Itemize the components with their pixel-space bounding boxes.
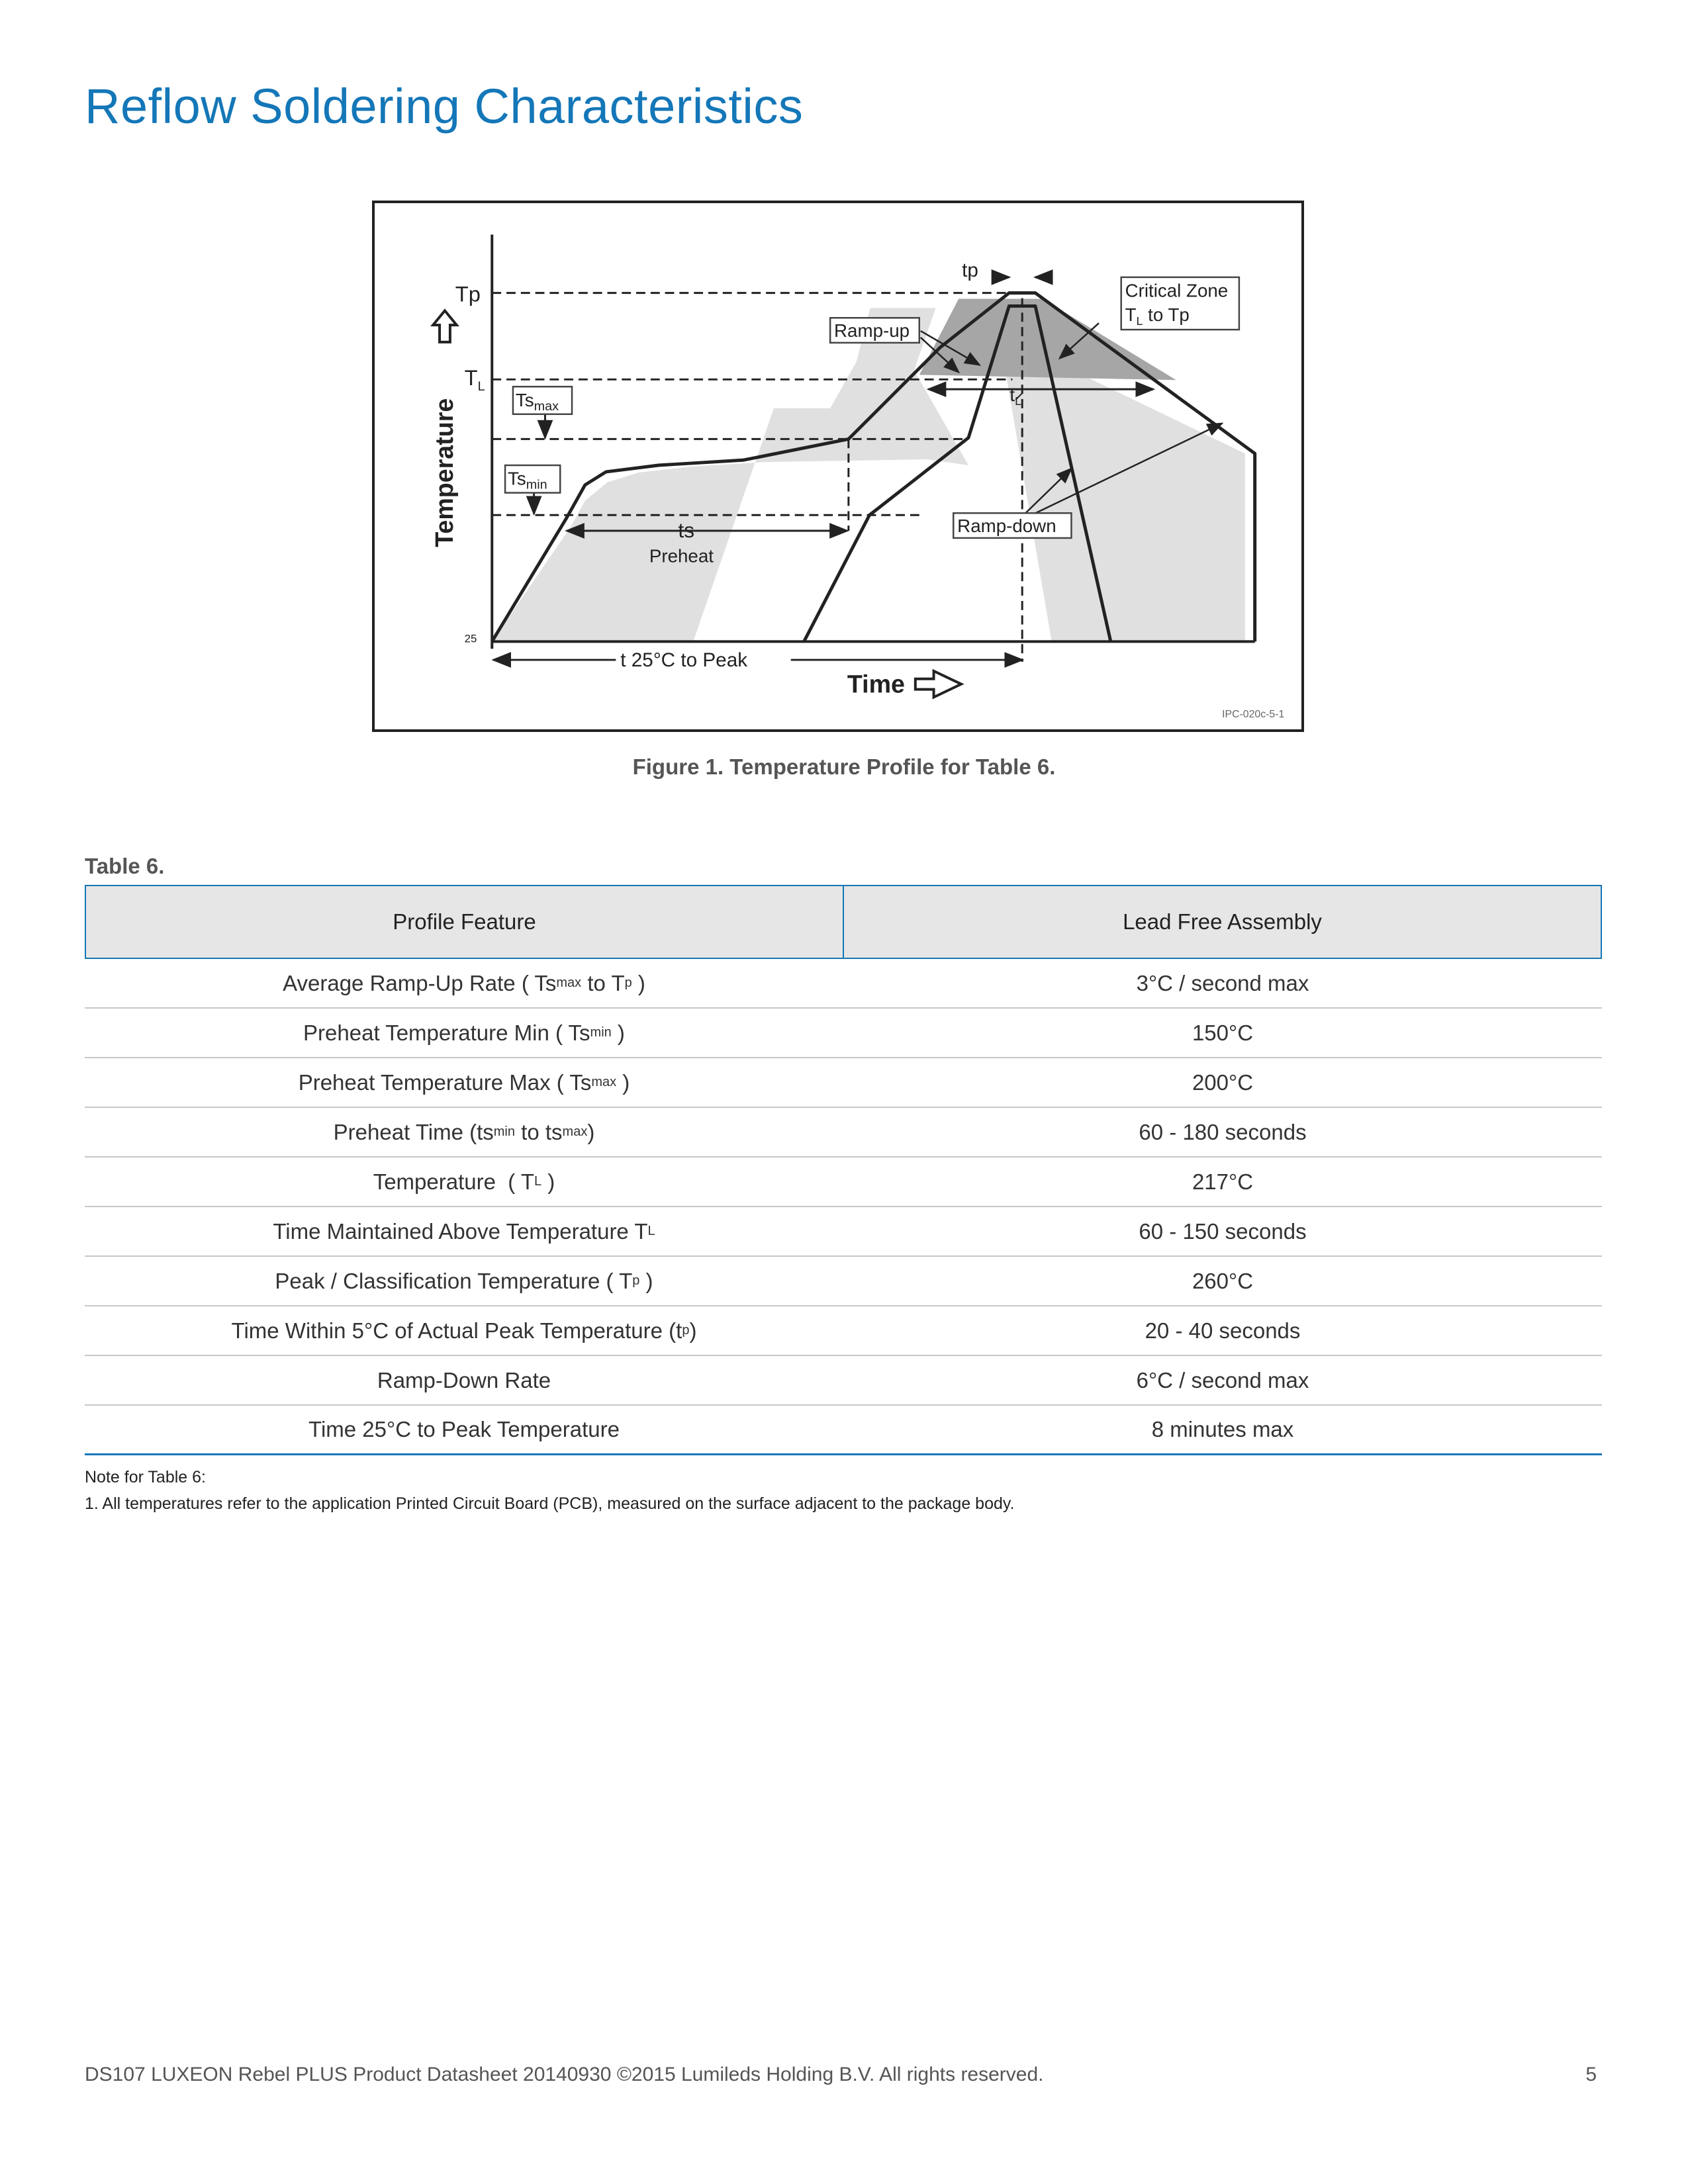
time-right-arrow-icon	[915, 671, 961, 698]
ramp-up-label: Ramp-up	[834, 320, 910, 341]
note-item: 1. All temperatures refer to the application Printed Circuit Board (PCB), measured on the surface adjacent to the package body.	[85, 1494, 1015, 1513]
table-row	[85, 959, 1602, 1009]
table-row	[85, 1356, 1602, 1406]
feature-text-part: Preheat Temperature Min ( Ts	[303, 1020, 590, 1045]
table-row	[85, 1257, 1602, 1306]
table-row	[85, 1158, 1602, 1207]
profile-feature-cell	[85, 1207, 843, 1255]
profile-feature-cell	[85, 1356, 843, 1404]
feature-text-part: max	[591, 1075, 617, 1089]
lead-free-value-cell: 6°C / second max	[1136, 1367, 1309, 1392]
lead-free-value-cell: 60 - 150 seconds	[1139, 1218, 1307, 1244]
table-row	[85, 1207, 1602, 1257]
profile-feature-cell	[85, 1406, 843, 1453]
table-header	[85, 885, 1602, 959]
feature-text-part: )	[616, 1069, 630, 1095]
feature-text-part: )	[541, 1169, 555, 1194]
critical-zone-label-1: Critical Zone	[1125, 280, 1229, 301]
feature-text-part: Peak / Classification Temperature ( T	[275, 1268, 633, 1293]
t25-peak-label: t 25°C to Peak	[620, 649, 748, 671]
feature-text-part: Temperature ( T	[373, 1169, 534, 1194]
page-title: Reflow Soldering Characteristics	[85, 79, 804, 134]
x-axis-title: Time	[847, 670, 905, 698]
feature-text-part: p	[632, 1273, 640, 1288]
critical-zone-label-2: $T_L$ to Tp	[1125, 304, 1190, 328]
feature-text-part: p	[624, 976, 632, 990]
profile-feature-cell	[85, 1058, 843, 1107]
profile-feature-cell	[85, 1306, 843, 1355]
feature-text-part: to T	[581, 970, 625, 995]
light-shaded-region	[492, 308, 968, 641]
feature-text-part: min	[493, 1124, 515, 1139]
tsmin-label: $Ts_{min}$	[508, 468, 547, 492]
feature-text-part: L	[534, 1174, 542, 1189]
profile-feature-cell	[85, 1257, 843, 1305]
tp-axis-label: Tp	[455, 281, 481, 306]
profile-diagram	[375, 203, 1301, 729]
feature-text-part: )	[632, 970, 645, 995]
feature-text-part: L	[647, 1224, 655, 1238]
note-heading: Note for Table 6:	[85, 1468, 206, 1486]
feature-text-part: )	[639, 1268, 653, 1293]
lead-free-value-cell: 217°C	[1192, 1169, 1254, 1194]
feature-text-part: Time Within 5°C of Actual Peak Temperature (t	[231, 1318, 682, 1343]
header-lead-free-assembly: Lead Free Assembly	[843, 886, 1601, 958]
table-label: Table 6.	[85, 854, 165, 878]
preheat-label: Preheat	[649, 545, 714, 567]
feature-text-part: )	[611, 1020, 625, 1045]
feature-text-part: to ts	[515, 1119, 563, 1144]
header-profile-feature: Profile Feature	[393, 909, 536, 934]
table-row	[85, 1058, 1602, 1108]
temperature-profile-figure	[372, 201, 1304, 732]
table-row	[85, 1306, 1602, 1356]
tl-axis-label: $T_L$	[464, 365, 485, 394]
profile-feature-cell	[85, 959, 843, 1007]
lead-free-value-cell: 60 - 180 seconds	[1139, 1119, 1307, 1144]
feature-text-part: Time Maintained Above Temperature T	[273, 1218, 648, 1244]
table-row	[85, 1108, 1602, 1158]
tp-top-label: tp	[962, 259, 978, 281]
reflow-table	[85, 885, 1602, 1455]
feature-text-part: p	[682, 1323, 690, 1338]
feature-text-part: )	[587, 1119, 595, 1144]
profile-feature-cell	[85, 1009, 843, 1057]
feature-text-part: min	[590, 1025, 612, 1040]
feature-text-part: Preheat Temperature Max ( Ts	[298, 1069, 592, 1095]
profile-feature-cell	[85, 1158, 843, 1206]
tsmax-label: $Ts_{max}$	[515, 389, 559, 414]
table-body	[85, 959, 1602, 1455]
lead-free-value-cell: 150°C	[1192, 1020, 1254, 1045]
feature-text-part: Average Ramp-Up Rate ( Ts	[283, 970, 557, 995]
table-row	[85, 1009, 1602, 1058]
figure-caption: Figure 1. Temperature Profile for Table 6.	[632, 754, 1056, 779]
table-note	[85, 1464, 1014, 1517]
temp-25-label: 25	[464, 632, 477, 645]
lead-free-value-cell: 3°C / second max	[1136, 970, 1309, 995]
temperature-up-arrow-icon	[433, 310, 457, 342]
lead-free-value-cell: 20 - 40 seconds	[1145, 1318, 1301, 1343]
feature-text-part: Ramp-Down Rate	[377, 1367, 551, 1392]
ramp-down-label: Ramp-down	[957, 515, 1056, 536]
feature-text-part: Preheat Time (ts	[333, 1119, 494, 1144]
lead-free-value-cell: 200°C	[1192, 1069, 1254, 1095]
feature-text-part: max	[556, 976, 582, 990]
ipc-ref-label: IPC-020c-5-1	[1222, 709, 1285, 721]
feature-text-part: )	[689, 1318, 697, 1343]
lead-free-value-cell: 260°C	[1192, 1268, 1254, 1293]
page-number: 5	[1585, 2064, 1597, 2085]
feature-text-part: Time 25°C to Peak Temperature	[308, 1417, 620, 1441]
y-axis-title: Temperature	[430, 398, 458, 547]
ts-label: ts	[678, 518, 695, 542]
right-shaded-region	[1000, 335, 1245, 641]
tl-time-label: $t_L$	[1009, 384, 1022, 408]
page-footer: DS107 LUXEON Rebel PLUS Product Datasheet 20140930 ©2015 Lumileds Holding B.V. All rights reserved.	[85, 2064, 1044, 2085]
lead-free-value-cell: 8 minutes max	[1151, 1417, 1294, 1441]
feature-text-part: max	[562, 1124, 588, 1139]
profile-feature-cell	[85, 1108, 843, 1156]
table-row	[85, 1406, 1602, 1455]
